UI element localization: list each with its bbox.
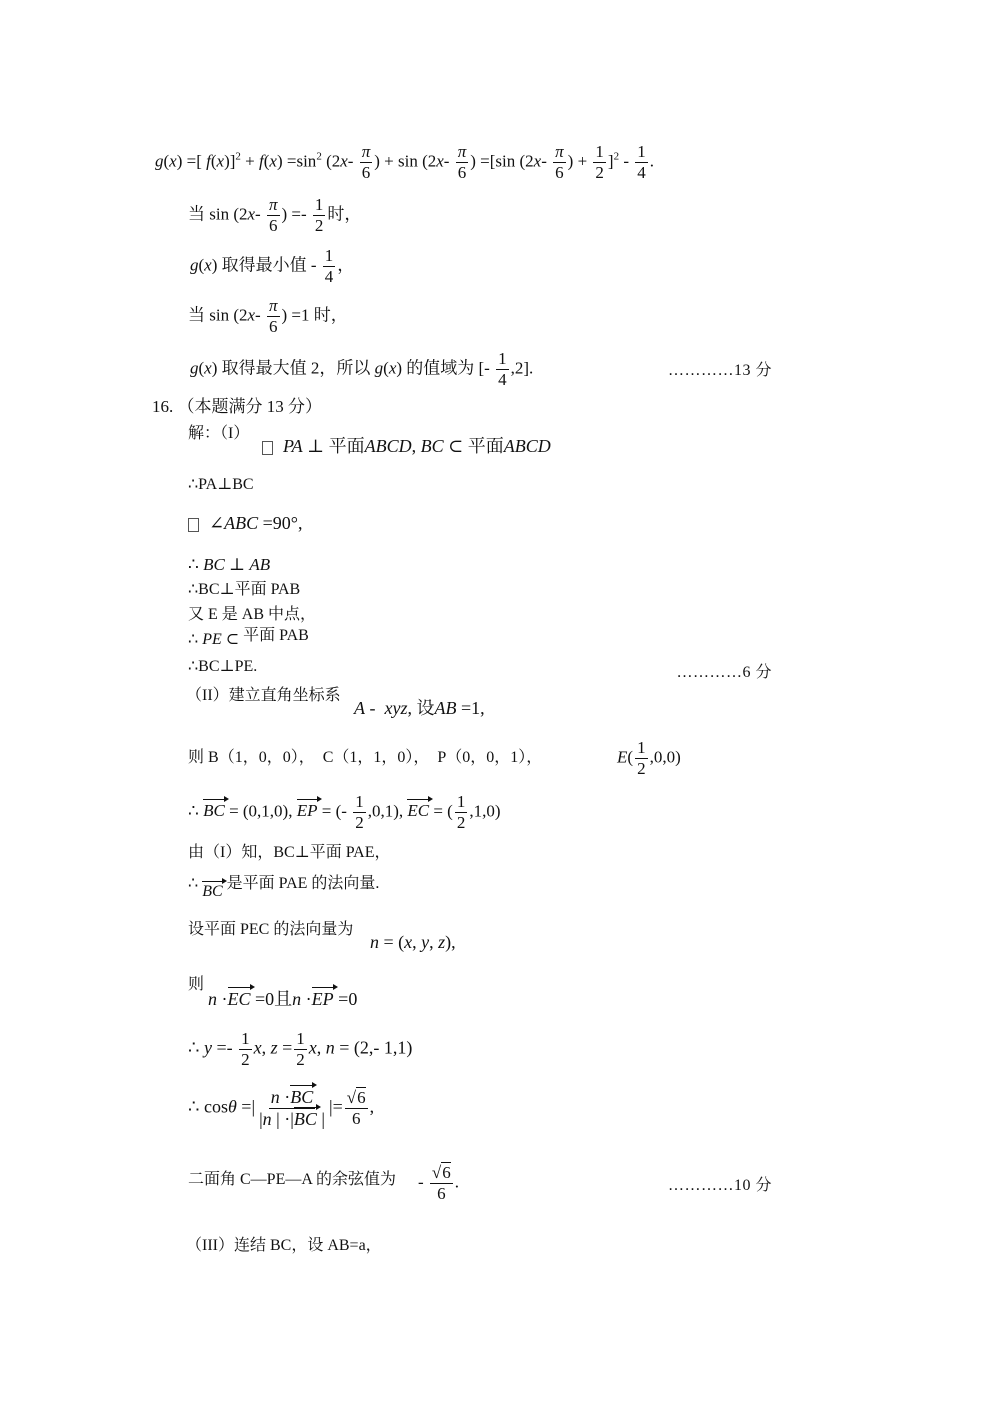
dot-product-conditions: n ·EC =0且n ·EP =0 <box>208 989 358 1009</box>
score-13: …………13 分 <box>667 362 772 379</box>
vectors-line: ∴ BC = (0,1,0), EP = (- $\frac{1}{2}$ ,0,1), EC = ( $\frac{1}{2}$ ,1,0) <box>188 792 501 832</box>
bc-normal-vector-line: ∴ BC 是平面 PAE 的法向量. <box>188 875 380 900</box>
dihedral-angle-text: 二面角 C—PE—A 的余弦值为 <box>188 1171 397 1188</box>
part1-premise: PA ⊥ 平面ABCD, BC ⊂ 平面ABCD <box>262 437 551 455</box>
max-condition-line: 当 sin (2x- $\frac{\pi}{6}$ ) =1 时， <box>188 296 348 336</box>
normal-vector-solution: ∴ y =- $\frac{1}{2}$ x, z = $\frac{1}{2}$ x, n = (2,- 1,1) <box>188 1029 413 1069</box>
min-value-line: g(x) 取得最小值 - $\frac{1}{4}$ ， <box>190 246 355 286</box>
dihedral-angle-value: - $\frac{√6}{6}$ . <box>418 1163 460 1203</box>
score-10: …………10 分 <box>667 1177 772 1194</box>
cosine-formula: ∴ cosθ =| $\frac{n \cdot BC}{|n | \cdot|BC |}$ |= $\frac{√6}{6}$ , <box>188 1087 375 1129</box>
e-midpoint-line: 又 E 是 AB 中点， <box>188 606 317 623</box>
problem-16-header: 16. （本题满分 13 分） <box>152 397 322 416</box>
gx-expansion-equation: g(x) =[ $f(x)]^2 + f(x) =\sin^2$ (2x- $\frac{\pi}{6}$ ) + sin (2x- $\frac{\pi}{6}$ ) =[sin (2x- $\frac{\pi}{6}$ ) + $\frac{1}{2}$ ]$^2$ - $\frac{1}{4}$ . <box>155 142 654 182</box>
min-condition-line: 当 sin (2x- $\frac{\pi}{6}$ ) =- $\frac{1}{2}$ 时， <box>188 195 362 235</box>
bc-perp-ab: ∴ BC ⊥ AB <box>188 555 271 574</box>
point-e-coords: E( $\frac{1}{2}$ ,0,0) <box>617 738 681 778</box>
bc-perp-plane-pab: ∴BC⊥平面 PAB <box>188 581 301 598</box>
coord-system-expr: A - xyz, 设AB =1, <box>354 698 485 718</box>
pe-in-plane-line: ∴ PE ⊂ 平面 PAB <box>188 627 309 648</box>
score-6: …………6 分 <box>676 664 772 681</box>
part2-label: （II）建立直角坐标系 <box>186 687 341 704</box>
part3-label: （III）连结 BC，设 AB=a， <box>186 1237 382 1254</box>
normal-vector-intro-text: 设平面 PEC 的法向量为 <box>188 921 354 938</box>
angle-abc-line: ∠ABC =90°, <box>188 514 302 532</box>
because-glyph-placeholder <box>262 441 273 455</box>
pa-perp-bc: ∴PA⊥BC <box>188 476 254 493</box>
bc-perp-pae-line: 由（I）知，BC⊥平面 PAE， <box>188 844 391 861</box>
bc-perp-pe: ∴BC⊥PE. <box>188 658 258 675</box>
normal-vector-expr: n = (x, y, z), <box>370 932 456 952</box>
because-glyph-placeholder <box>188 518 199 532</box>
range-conclusion-line: g(x) 取得最大值 2，所以 g(x) 的值域为 [- $\frac{1}{4}$ ,2]. <box>190 349 534 389</box>
points-line: 则 B（1，0，0）， C（1，1，0）， P（0，0，1）， <box>188 749 543 766</box>
then-label: 则 <box>188 976 205 993</box>
part1-label: 解：（I） <box>188 425 250 442</box>
